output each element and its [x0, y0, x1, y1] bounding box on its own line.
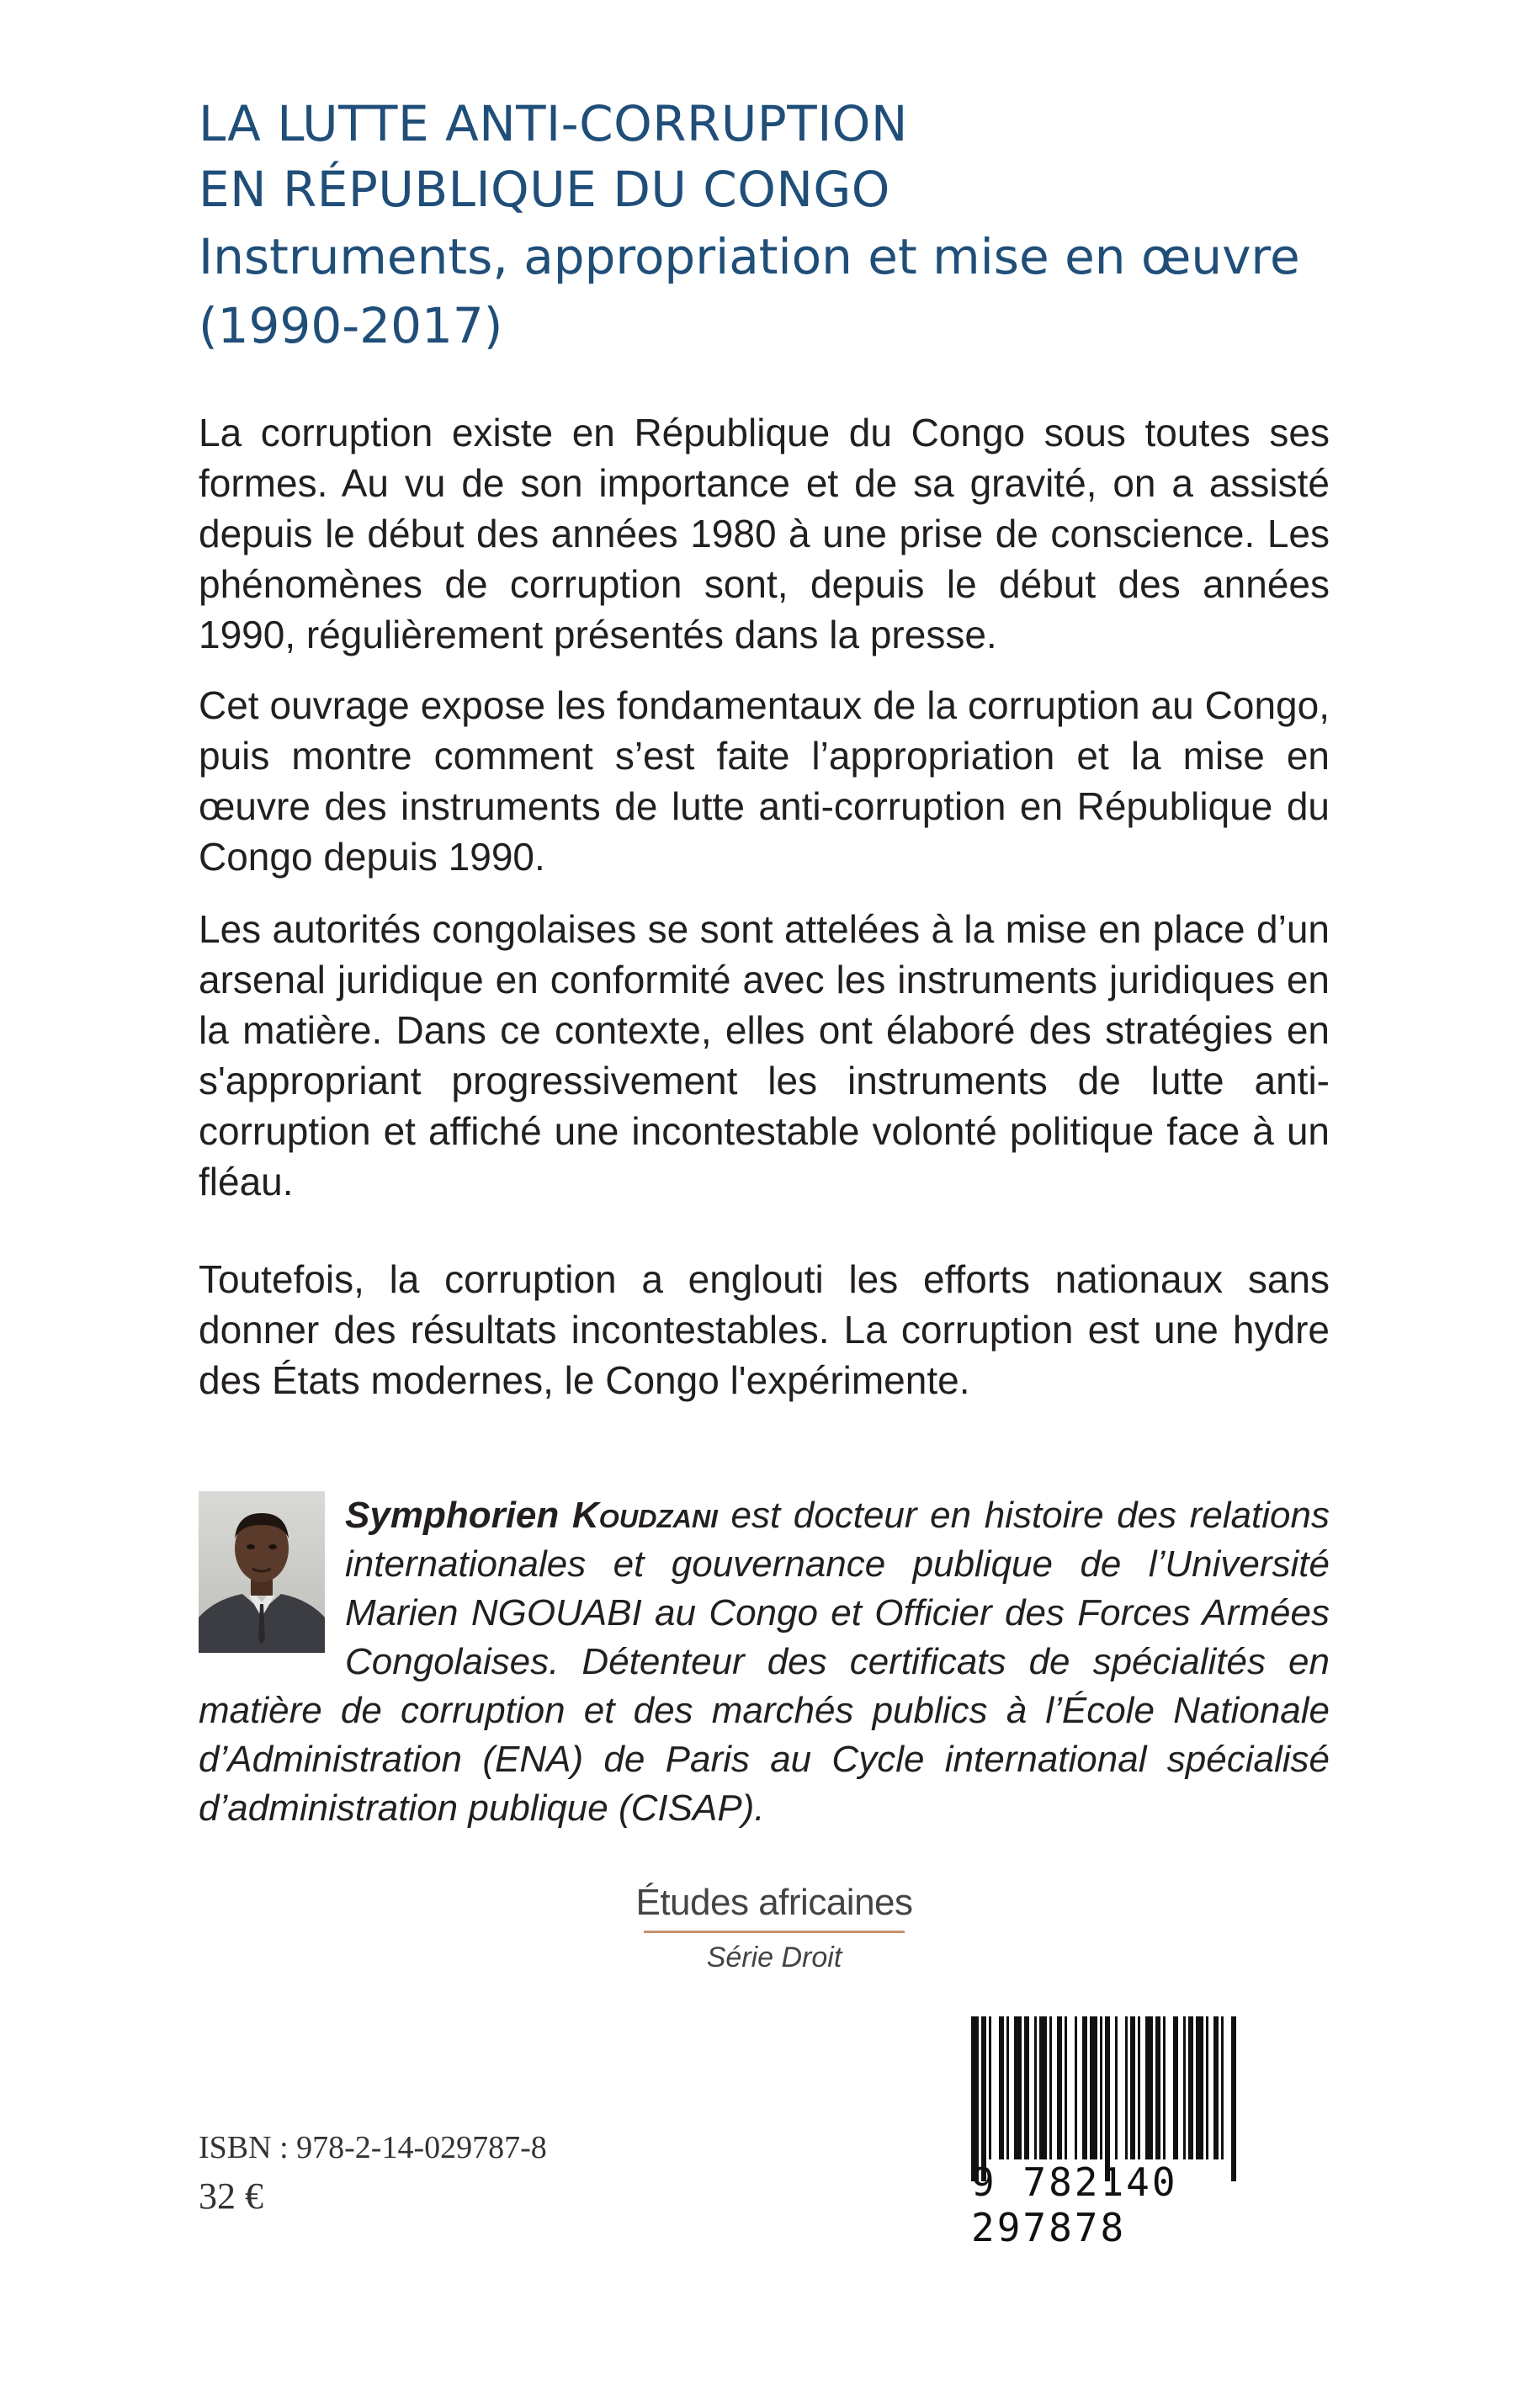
author-bio: [199, 1491, 1330, 1833]
barcode-bar: [1196, 2016, 1203, 2159]
book-subtitle-line-2: (1990-2017): [199, 297, 503, 354]
barcode-bar: [1105, 2016, 1110, 2181]
barcode-bar: [981, 2016, 986, 2181]
barcode-digits: 9 782140 297878: [971, 2159, 1178, 2250]
title-block: [199, 91, 1377, 360]
barcode-bar: [999, 2016, 1004, 2159]
author-last-name: Koudzani: [571, 1495, 718, 1536]
barcode-bar: [1024, 2016, 1029, 2159]
barcode-bar: [1049, 2016, 1052, 2159]
barcode-bar: [989, 2016, 991, 2159]
barcode-bar: [1173, 2016, 1178, 2159]
barcode-bar: [1213, 2016, 1219, 2159]
barcode-bar: [1188, 2016, 1193, 2159]
barcode-bar: [1057, 2016, 1062, 2159]
barcode-bar: [1221, 2016, 1224, 2159]
barcode-bar: [1034, 2016, 1037, 2159]
barcode-bar: [1130, 2016, 1135, 2159]
barcode-bar: [1039, 2016, 1047, 2159]
barcode-bar: [1014, 2016, 1022, 2159]
barcode-bar: [1006, 2016, 1009, 2159]
barcode-bar: [1065, 2016, 1067, 2159]
barcode-bar: [1082, 2016, 1087, 2159]
barcode-bar: [1163, 2016, 1166, 2159]
barcode-bar: [971, 2016, 979, 2181]
photo-spacer: [199, 1491, 345, 1656]
barcode-bar: [1206, 2016, 1208, 2159]
author-first-name: Symphorien: [345, 1495, 560, 1536]
book-title-line-1: LA LUTTE ANTI-CORRUPTION: [199, 95, 908, 152]
blurb-paragraph-1: La corruption existe en République du Congo sous toutes ses formes. Au vu de son importance et de sa gravité, on a assisté depuis le début des années 1980 à une prise de conscience. Les phénomènes de corruption sont, depuis le début des années 1990, régulièrement présentés dans la presse.: [199, 411, 1330, 656]
barcode-bar: [1115, 2016, 1118, 2159]
barcode-bar: [1125, 2016, 1128, 2159]
barcode-bar: [1075, 2016, 1077, 2159]
price: 32 €: [199, 2175, 263, 2217]
book-subtitle-line-1: Instruments, appropriation et mise en œuvre: [199, 228, 1300, 285]
blurb-paragraph-3: Les autorités congolaises se sont attelées à la mise en place d’un arsenal juridique en conformité avec les instruments juridiques en la matière. Dans ce contexte, elles ont élaboré des stratégies en s'appropriant progressivement les instruments de lutte anti-corruption et affiché une incontestable volonté politique face à un fléau.: [199, 907, 1330, 1203]
blurb-paragraph-2: Cet ouvrage expose les fondamentaux de la corruption au Congo, puis montre comment s’est faite l’appropriation et la mise en œuvre des instruments de lutte anti-corruption en République du Congo depuis 1990.: [199, 683, 1330, 879]
barcode-bar: [1090, 2016, 1097, 2159]
series-divider: [644, 1931, 905, 1933]
barcode-bar: [1231, 2016, 1236, 2181]
barcode-bar: [1100, 2016, 1102, 2159]
barcode-bar: [1138, 2016, 1140, 2159]
barcode-bar: [1183, 2016, 1186, 2159]
barcode-bar: [1145, 2016, 1153, 2159]
series-subtitle: Série Droit: [706, 1941, 842, 1973]
author-bio-text: est docteur en histoire des relations internationales et gouvernance publique de l’Université Marien NGOUABI au Congo et Officier des Forces Armées Congolaises. Détenteur des certificats de spécialités en matière de corruption et des marchés publics à l’École Nationale d’Administration (ENA) de Paris au Cycle international spécialisé d’administration publique (CISAP).: [199, 1495, 1330, 1829]
series-name: Études africaines: [635, 1882, 913, 1923]
isbn: ISBN : 978-2-14-029787-8: [199, 2130, 547, 2165]
blurb-paragraph-4: Toutefois, la corruption a englouti les efforts nationaux sans donner des résultats incontestables. La corruption est une hydre des États modernes, le Congo l'expérimente.: [199, 1257, 1330, 1402]
book-title-line-2: EN RÉPUBLIQUE DU CONGO: [199, 161, 890, 218]
series-logo: [623, 1882, 926, 1974]
barcode-bar: [1155, 2016, 1160, 2159]
